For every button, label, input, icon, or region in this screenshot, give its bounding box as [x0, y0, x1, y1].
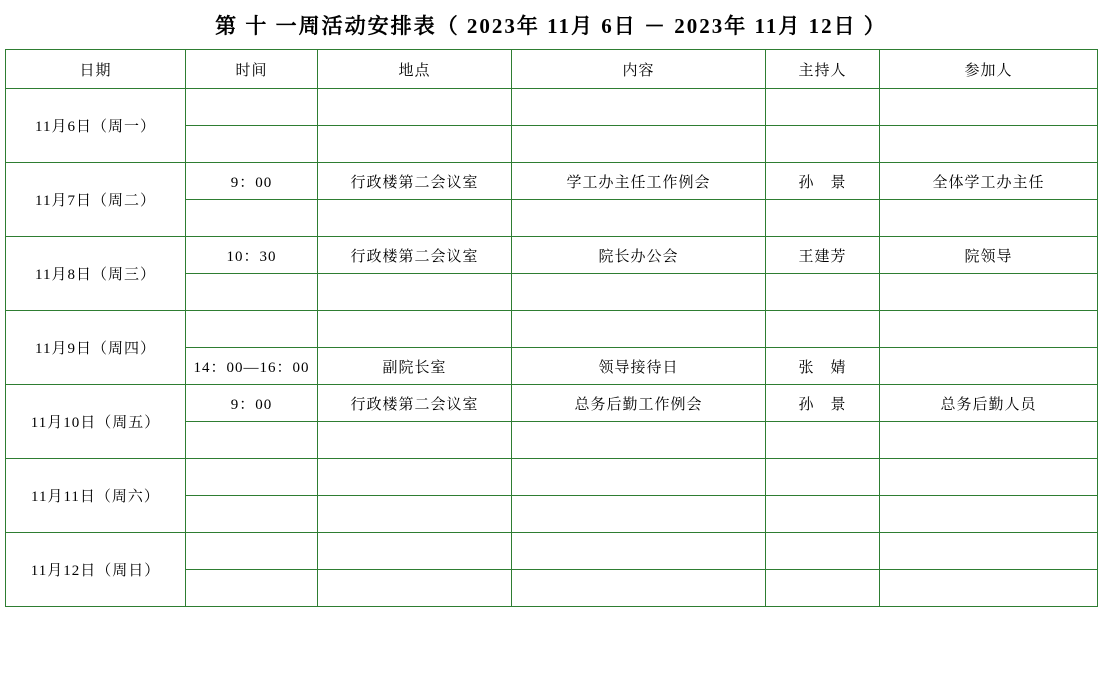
- cell-time: 10：30: [186, 237, 318, 274]
- page-title: 第 十 一周活动安排表（ 2023年 11月 6日 － 2023年 11月 12日 ）: [215, 14, 887, 38]
- cell-content: 总务后勤工作例会: [512, 385, 766, 422]
- cell-place: 行政楼第二会议室: [318, 237, 512, 274]
- cell-place: 行政楼第二会议室: [318, 385, 512, 422]
- cell-time: [186, 570, 318, 607]
- table-row: [6, 89, 1098, 126]
- cell-place: [318, 570, 512, 607]
- cell-host: [766, 200, 880, 237]
- cell-time: [186, 496, 318, 533]
- cell-participants: [880, 126, 1098, 163]
- cell-host: [766, 422, 880, 459]
- cell-host: [766, 126, 880, 163]
- cell-participants: [880, 496, 1098, 533]
- cell-participants: [880, 459, 1098, 496]
- cell-host: 王建芳: [766, 237, 880, 274]
- cell-time: [186, 89, 318, 126]
- table-row: [6, 163, 1098, 200]
- cell-host: [766, 570, 880, 607]
- cell-time: [186, 533, 318, 570]
- row-date: 11月9日（周四）: [6, 311, 186, 385]
- cell-place: [318, 200, 512, 237]
- cell-host: [766, 533, 880, 570]
- cell-content: [512, 533, 766, 570]
- cell-time: 9：00: [186, 163, 318, 200]
- cell-time: 14：00—16：00: [186, 348, 318, 385]
- cell-host: 孙 景: [766, 163, 880, 200]
- cell-host: [766, 459, 880, 496]
- table-row: [6, 533, 1098, 570]
- column-header-date: 日期: [6, 50, 186, 89]
- cell-place: [318, 126, 512, 163]
- cell-content: [512, 311, 766, 348]
- cell-place: [318, 533, 512, 570]
- cell-participants: [880, 274, 1098, 311]
- row-date: 11月11日（周六）: [6, 459, 186, 533]
- table-row: [6, 459, 1098, 496]
- cell-time: [186, 274, 318, 311]
- cell-participants: [880, 348, 1098, 385]
- cell-participants: [880, 311, 1098, 348]
- cell-time: [186, 311, 318, 348]
- cell-content: [512, 126, 766, 163]
- weekly-schedule-table: [5, 49, 1098, 607]
- table-row: [6, 385, 1098, 422]
- header-row: [6, 50, 1098, 89]
- cell-content: [512, 459, 766, 496]
- cell-participants: [880, 570, 1098, 607]
- cell-place: [318, 459, 512, 496]
- cell-participants: 全体学工办主任: [880, 163, 1098, 200]
- cell-time: [186, 459, 318, 496]
- row-date: 11月8日（周三）: [6, 237, 186, 311]
- column-header-participants: 参加人: [880, 50, 1098, 89]
- cell-host: 张 婧: [766, 348, 880, 385]
- cell-time: [186, 200, 318, 237]
- cell-content: 院长办公会: [512, 237, 766, 274]
- cell-content: [512, 570, 766, 607]
- column-header-place: 地点: [318, 50, 512, 89]
- table-header: [6, 50, 1098, 89]
- cell-content: [512, 496, 766, 533]
- cell-host: [766, 89, 880, 126]
- cell-time: [186, 126, 318, 163]
- cell-time: [186, 422, 318, 459]
- column-header-content: 内容: [512, 50, 766, 89]
- cell-host: [766, 496, 880, 533]
- cell-place: 副院长室: [318, 348, 512, 385]
- cell-content: [512, 89, 766, 126]
- cell-place: [318, 311, 512, 348]
- cell-content: [512, 422, 766, 459]
- cell-place: [318, 422, 512, 459]
- column-header-time: 时间: [186, 50, 318, 89]
- row-date: 11月7日（周二）: [6, 163, 186, 237]
- cell-host: [766, 311, 880, 348]
- cell-content: [512, 274, 766, 311]
- cell-place: [318, 89, 512, 126]
- cell-time: 9：00: [186, 385, 318, 422]
- cell-place: 行政楼第二会议室: [318, 163, 512, 200]
- row-date: 11月10日（周五）: [6, 385, 186, 459]
- cell-host: [766, 274, 880, 311]
- cell-participants: 总务后勤人员: [880, 385, 1098, 422]
- cell-participants: [880, 533, 1098, 570]
- row-date: 11月12日（周日）: [6, 533, 186, 607]
- cell-content: 领导接待日: [512, 348, 766, 385]
- cell-participants: [880, 422, 1098, 459]
- table-row: [6, 237, 1098, 274]
- cell-host: 孙 景: [766, 385, 880, 422]
- cell-place: [318, 496, 512, 533]
- column-header-host: 主持人: [766, 50, 880, 89]
- table-row: [6, 311, 1098, 348]
- cell-participants: [880, 200, 1098, 237]
- cell-participants: [880, 89, 1098, 126]
- cell-participants: 院领导: [880, 237, 1098, 274]
- row-date: 11月6日（周一）: [6, 89, 186, 163]
- cell-place: [318, 274, 512, 311]
- cell-content: 学工办主任工作例会: [512, 163, 766, 200]
- cell-content: [512, 200, 766, 237]
- table-body: [6, 89, 1098, 607]
